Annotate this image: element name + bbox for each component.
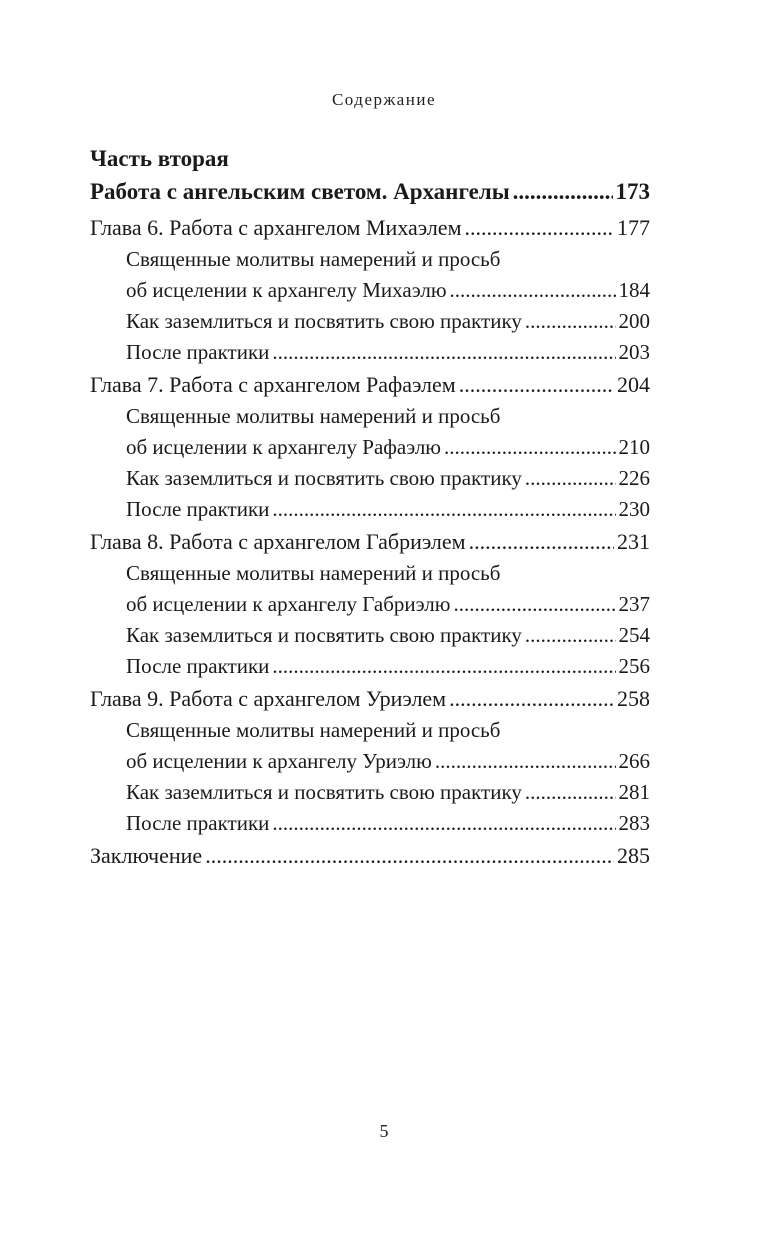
toc-entry-chapter[interactable] <box>90 212 650 244</box>
toc-subentry-grounding[interactable] <box>90 463 650 494</box>
toc-entry-page: 173 <box>615 179 650 204</box>
toc-subentry-prayers[interactable] <box>90 275 650 306</box>
chapter-block <box>90 212 650 368</box>
toc-entry-title: Глава 7. Работа с архангелом Рафаэлем <box>90 372 456 397</box>
page-number: 5 <box>379 1121 389 1141</box>
toc-subentry-prayers[interactable] <box>90 432 650 463</box>
toc-subentry-after-practice[interactable] <box>90 651 650 682</box>
toc-subentry-grounding[interactable] <box>90 620 650 651</box>
toc-entry-part[interactable] <box>90 175 650 209</box>
dot-leader <box>469 526 614 558</box>
dot-leader <box>459 369 614 401</box>
dot-leader <box>525 463 616 494</box>
toc-entry-title: Глава 9. Работа с архангелом Уриэлем <box>90 686 447 711</box>
toc-entry-title: Глава 6. Работа с архангелом Михаэлем <box>90 215 462 240</box>
toc-entry-title: После практики <box>126 811 270 835</box>
toc-entry-page: 254 <box>618 623 650 647</box>
chapter-list <box>90 212 650 839</box>
toc-entry-page: 283 <box>618 811 650 835</box>
dot-leader <box>525 306 616 337</box>
dot-leader <box>205 840 614 872</box>
part-label: Часть вторая <box>90 146 229 171</box>
toc-subentry-after-practice[interactable] <box>90 337 650 368</box>
toc-entry-chapter[interactable] <box>90 683 650 715</box>
toc-entry-title: Заключение <box>90 843 203 868</box>
toc-entry-title: После практики <box>126 340 270 364</box>
dot-leader <box>435 746 616 777</box>
chapter-block <box>90 369 650 525</box>
dot-leader <box>449 683 614 715</box>
toc-subentry-prayers-line1[interactable]: Священные молитвы намерений и просьб <box>126 247 501 271</box>
toc-entry-page: 258 <box>617 686 650 711</box>
table-of-contents <box>90 143 650 872</box>
toc-entry-title: Глава 8. Работа с архангелом Габриэлем <box>90 529 466 554</box>
toc-entry-title: об исцелении к архангелу Габриэлю <box>126 592 451 616</box>
toc-entry-page: 226 <box>618 466 650 490</box>
dot-leader <box>272 808 615 839</box>
toc-entry-title: об исцелении к архангелу Уриэлю <box>126 749 432 773</box>
dot-leader <box>444 432 616 463</box>
toc-entry-title: Как заземлиться и посвятить свою практику <box>126 309 522 333</box>
toc-entry-title: об исцелении к архангелу Рафаэлю <box>126 435 441 459</box>
chapter-block <box>90 526 650 682</box>
toc-entry-page: 230 <box>618 497 650 521</box>
toc-entry-page: 231 <box>617 529 650 554</box>
toc-entry-page: 237 <box>618 592 650 616</box>
toc-entry-page: 266 <box>618 749 650 773</box>
dot-leader <box>465 212 615 244</box>
toc-entry-chapter[interactable] <box>90 526 650 558</box>
toc-subentry-after-practice[interactable] <box>90 494 650 525</box>
toc-entry-title: Как заземлиться и посвятить свою практику <box>126 623 522 647</box>
dot-leader <box>450 275 616 306</box>
running-head: Содержание <box>331 90 437 109</box>
dot-leader <box>453 589 615 620</box>
toc-entry-title: Работа с ангельским светом. Архангелы <box>90 179 510 204</box>
toc-entry-page: 200 <box>618 309 650 333</box>
dot-leader <box>272 337 615 368</box>
dot-leader <box>525 620 616 651</box>
dot-leader <box>272 651 615 682</box>
dot-leader <box>525 777 616 808</box>
toc-subentry-after-practice[interactable] <box>90 808 650 839</box>
toc-entry-title: После практики <box>126 497 270 521</box>
toc-entry-title: Как заземлиться и посвятить свою практику <box>126 466 522 490</box>
toc-entry-title: Как заземлиться и посвятить свою практику <box>126 780 522 804</box>
toc-subentry-prayers[interactable] <box>90 589 650 620</box>
toc-entry-page: 210 <box>618 435 650 459</box>
toc-subentry-grounding[interactable] <box>90 777 650 808</box>
toc-entry-page: 184 <box>618 278 650 302</box>
toc-entry-title: После практики <box>126 654 270 678</box>
chapter-block <box>90 683 650 839</box>
toc-entry-title: об исцелении к архангелу Михаэлю <box>126 278 447 302</box>
toc-subentry-prayers-line1[interactable]: Священные молитвы намерений и просьб <box>126 561 501 585</box>
toc-entry-page: 177 <box>617 215 650 240</box>
toc-subentry-grounding[interactable] <box>90 306 650 337</box>
toc-subentry-prayers[interactable] <box>90 746 650 777</box>
toc-subentry-prayers-line1[interactable]: Священные молитвы намерений и просьб <box>126 718 501 742</box>
toc-entry-page: 281 <box>618 780 650 804</box>
toc-entry-conclusion[interactable] <box>90 840 650 872</box>
toc-entry-page: 203 <box>618 340 650 364</box>
toc-entry-page: 256 <box>618 654 650 678</box>
toc-subentry-prayers-line1[interactable]: Священные молитвы намерений и просьб <box>126 404 501 428</box>
dot-leader <box>272 494 615 525</box>
toc-entry-page: 285 <box>617 843 650 868</box>
toc-entry-chapter[interactable] <box>90 369 650 401</box>
dot-leader <box>513 175 613 209</box>
toc-entry-page: 204 <box>617 372 650 397</box>
